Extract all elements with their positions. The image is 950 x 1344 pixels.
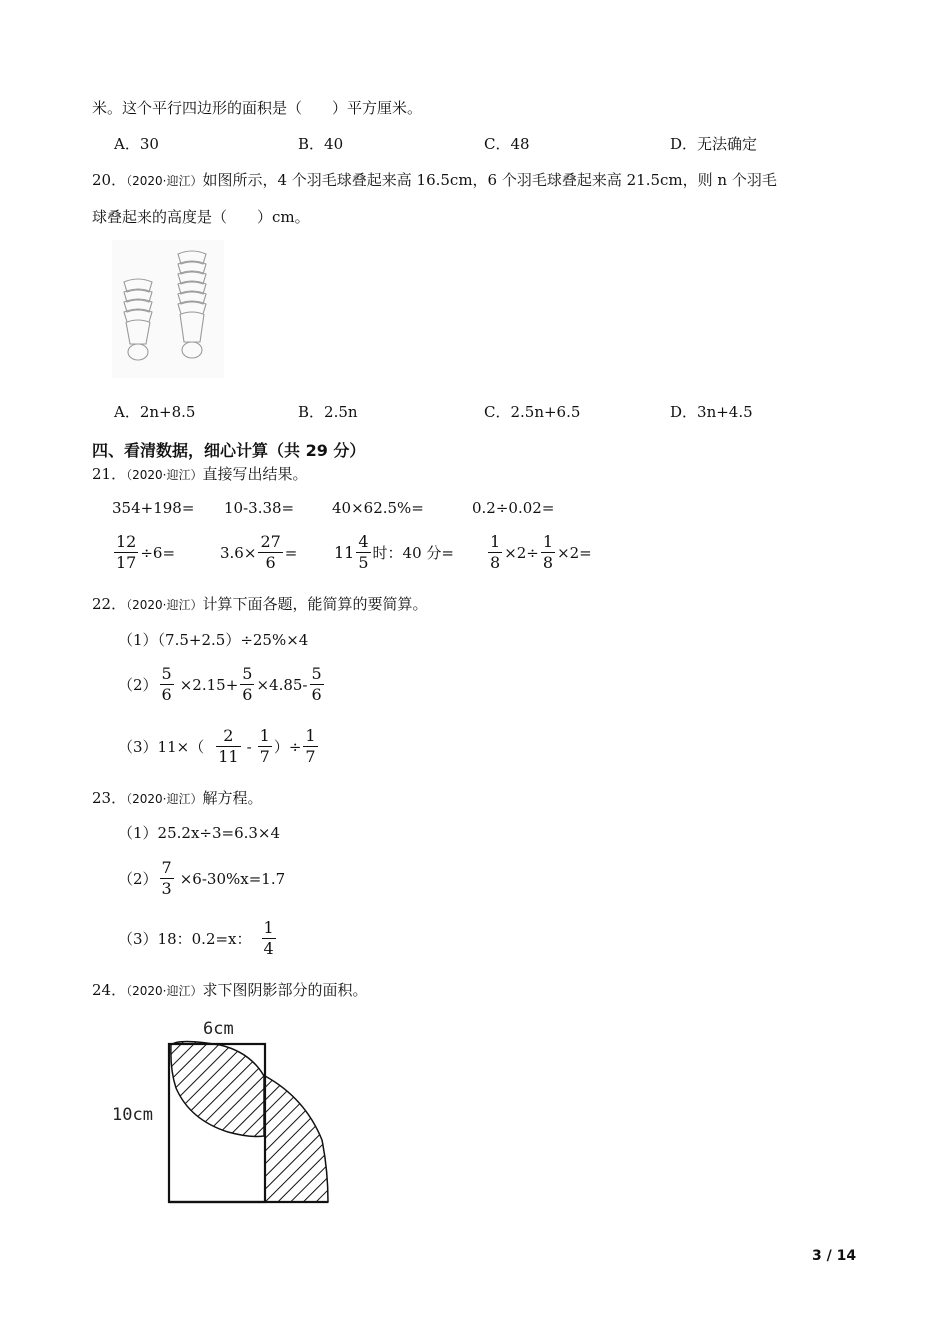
q20-number: 20． (92, 171, 127, 189)
fraction: $\frac{1}{7}$ (259, 726, 270, 766)
fraction: $\frac{4}{5}$ (358, 532, 369, 572)
q21-item-6: 3.6× $\frac{27}{6}$ = (220, 532, 298, 572)
q21-item-5: $\frac{12}{17}$ ÷6= (116, 532, 176, 572)
shaded-region-upper (171, 1042, 264, 1137)
q22-part-2: （2） $\frac{5}{6}$ ×2.15+ $\frac{5}{6}$ ×4.85- $\frac{5}{6}$ (118, 664, 322, 704)
q19-option-a: A．30 (114, 135, 159, 153)
fraction: $\frac{5}{6}$ (242, 664, 253, 704)
fraction: $\frac{1}{8}$ (542, 532, 554, 572)
q21-heading (92, 464, 307, 485)
q20-option-b: B．2.5n (298, 403, 358, 421)
fraction: $\frac{5}{6}$ (161, 664, 172, 704)
q20-option-a: A．2n+8.5 (114, 403, 196, 421)
shaded-area-figure (100, 1010, 340, 1210)
q23-text: 解方程。 (202, 789, 263, 807)
q21-number: 21． (92, 465, 127, 483)
q21-text: 直接写出结果。 (202, 465, 308, 483)
q21-item-1: 354+198= (112, 499, 195, 517)
q19-option-c: C．48 (484, 135, 530, 153)
q23-heading (92, 788, 262, 809)
q21-item-4: 0.2÷0.02= (472, 499, 555, 517)
page-number: 3 / 14 (812, 1248, 857, 1264)
q22-number: 22． (92, 595, 127, 613)
q20-source: （2020·迎江） (126, 174, 203, 188)
fraction: $\frac{12}{17}$ (116, 532, 137, 572)
shaded-region-right (265, 1076, 328, 1202)
q23-number: 23． (92, 789, 127, 807)
q21-item-8: $\frac{1}{8}$ ×2÷ $\frac{1}{8}$ ×2= (490, 532, 592, 572)
fraction: $\frac{1}{4}$ (263, 918, 274, 958)
q19-option-b: B．40 (298, 135, 344, 153)
q20-line-1 (92, 170, 777, 191)
q24-heading (92, 980, 367, 1001)
q23-part-3: （3）18：0.2=x： $\frac{1}{4}$ (118, 918, 274, 958)
q22-heading (92, 594, 427, 615)
q23-source: （2020·迎江） (126, 792, 203, 806)
q23-part-1: （1）25.2x÷3=6.3×4 (118, 824, 281, 842)
height-label: 10cm (112, 1105, 153, 1125)
q20-option-d: D．3n+4.5 (670, 403, 753, 421)
fraction: $\frac{1}{8}$ (490, 532, 501, 572)
shuttlecock-stack-figure (112, 240, 224, 378)
width-label: 6cm (203, 1019, 234, 1039)
q22-part-1: （1）（7.5+2.5）÷25%×4 (118, 631, 309, 649)
q22-source: （2020·迎江） (126, 598, 203, 612)
q22-text: 计算下面各题，能简算的要简算。 (202, 595, 428, 613)
q21-item-7: 11 $\frac{4}{5}$ 时：40 分= (334, 532, 454, 572)
q21-item-2: 10-3.38= (224, 499, 295, 517)
section-4-heading: 四、看清数据，细心计算（共 29 分） (92, 441, 366, 460)
q21-item-3: 40×62.5%= (332, 499, 424, 517)
q20-line-2: 球叠起来的高度是（ ）cm。 (92, 208, 310, 226)
q22-part-3: （3）11×（ $\frac{2}{11}$ - $\frac{1}{7}$ ）÷ $\frac{1}{7}$ (118, 726, 316, 766)
q19-option-d: D．无法确定 (670, 135, 758, 153)
q23-part-2: （2） $\frac{7}{3}$ ×6-30%x=1.7 (118, 858, 286, 898)
q24-number: 24． (92, 981, 127, 999)
q21-source: （2020·迎江） (126, 468, 203, 482)
fraction: $\frac{7}{3}$ (161, 858, 172, 898)
q20-text-1: 如图所示，4 个羽毛球叠起来高 16.5cm，6 个羽毛球叠起来高 21.5cm，则 n 个羽毛 (202, 171, 777, 189)
fraction: $\frac{27}{6}$ (260, 532, 281, 572)
question-19-continuation: 米。这个平行四边形的面积是（ ）平方厘米。 (92, 99, 423, 117)
q24-text: 求下图阴影部分的面积。 (202, 981, 368, 999)
fraction: $\frac{2}{11}$ (218, 726, 239, 766)
q20-option-c: C．2.5n+6.5 (484, 403, 581, 421)
q24-source: （2020·迎江） (126, 984, 203, 998)
fraction: $\frac{5}{6}$ (311, 664, 322, 704)
fraction: $\frac{1}{7}$ (305, 726, 316, 766)
